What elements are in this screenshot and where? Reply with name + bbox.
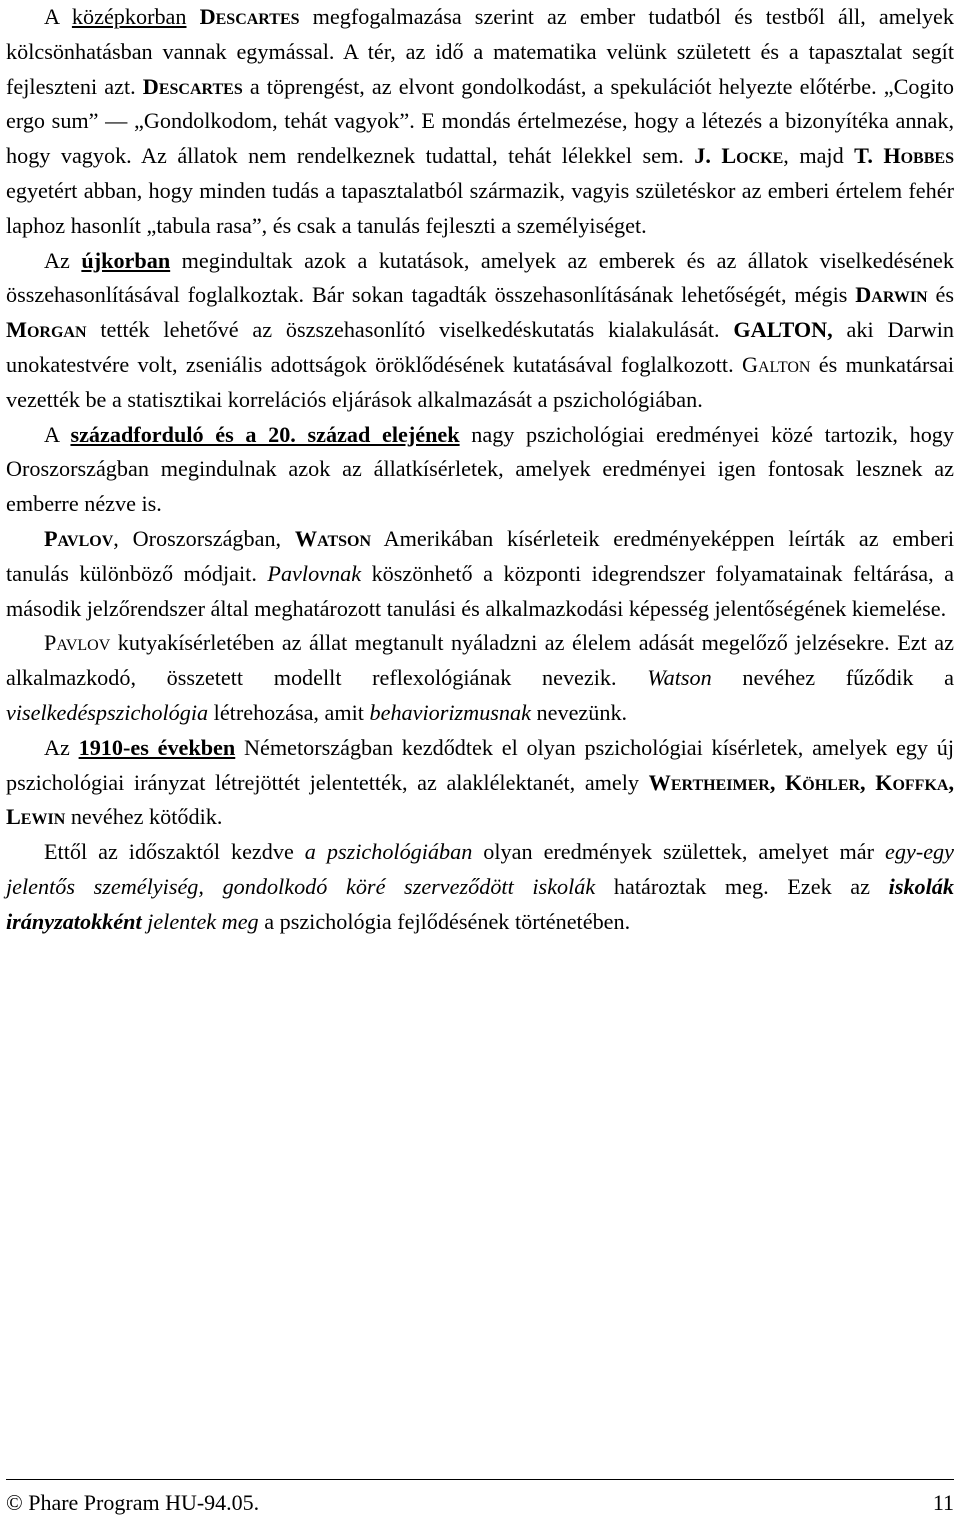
paragraph-pavlov-watson	[6, 522, 954, 626]
text: , Oroszországban,	[113, 525, 295, 551]
name-morgan: Morgan	[6, 317, 87, 343]
names-gestalt: Wertheimer, Köhler, Koffka, Lewin	[6, 769, 954, 830]
name-pavlov: Pavlov	[44, 525, 114, 551]
paragraph-iskolak	[6, 835, 954, 939]
text: a töprengést, az elvont gondolkodást, a spekulációt helyezte előtérbe. „Cogito ergo sum” — „Gondolkodom, tehát vagyok”. E mondás értelmezése, hogy a létezés a bizonyítéka annak, hogy vagyok. Az állatok nem rendelkeznek tudattal, tehát lélekkel sem.	[6, 73, 954, 169]
text: létrehozása, amit	[208, 699, 370, 725]
text: Németországban kezdődtek el olyan pszichológiai kísérletek, amelyek egy új pszichológiai irányzat létrejöttét jelentették, az alaklélektanét, amely	[6, 734, 954, 795]
text: nevezünk.	[530, 699, 628, 725]
emphasis: egy-egy jelentős személyiség, gondolkodó köré szerveződött iskolák	[6, 839, 954, 899]
text	[187, 4, 200, 29]
name-locke: J. Locke	[694, 143, 784, 169]
emphasis-bold: iskolák irányzatokként	[6, 873, 954, 934]
text: Az	[44, 247, 82, 273]
emphasis: jelentek meg	[147, 908, 259, 934]
name-watson: Watson	[294, 525, 372, 551]
text: egyetért abban, hogy minden tudás a tapasztalatból származik, vagyis születéskor az emberi értelem fehér laphoz hasonlít „tabula rasa”, és csak a tanulás fejleszti a személyiséget.	[6, 177, 954, 238]
name-darwin: Darwin	[855, 282, 928, 308]
document-body	[6, 0, 954, 940]
footer-copyright: © Phare Program HU-94.05.	[6, 1490, 260, 1515]
term-behaviorizmus: behaviorizmusnak	[369, 699, 531, 725]
paragraph-szazadfordulo	[6, 418, 954, 522]
text: Az	[44, 734, 79, 760]
era-heading-1910: 1910-es években	[78, 734, 236, 760]
term-viselkedespszichologia: viselkedéspszichológia	[6, 699, 209, 725]
text: és munkatársai vezették be a statisztikai korrelációs eljárások alkalmazását a pszichológiában.	[6, 351, 955, 412]
paragraph-descartes	[6, 0, 954, 244]
era-heading-kozepkor: középkorban	[71, 4, 187, 29]
name-descartes: Descartes	[142, 73, 243, 99]
text: A	[44, 421, 71, 447]
text: Amerikában kísérleteik eredményeképpen leírták az emberi tanulás különböző módjait.	[6, 525, 954, 586]
paragraph-1910	[6, 731, 954, 835]
name-pavlovnak: Pavlovnak	[267, 560, 362, 586]
text: nevéhez fűződik a	[711, 665, 954, 691]
text: köszönhető a központi idegrendszer folyamatainak feltárása, a második jelzőrendszer által meghatározott tanulási és alkalmazkodási képesség jelentőségének kiemelése.	[6, 560, 954, 621]
text: aki Darwin unokatestvére volt, zseniális adottságok öröklődésének kutatásával foglalkozott.	[6, 317, 954, 377]
text: Ettől az időszaktól kezdve	[44, 839, 305, 865]
text: és	[927, 282, 954, 308]
text: olyan eredmények születtek, amelyet már	[472, 839, 886, 865]
name-galton: Galton	[741, 351, 811, 377]
era-heading-szazadfordulo: századforduló és a 20. század elejének	[70, 421, 460, 447]
text: megfogalmazása szerint az ember tudatból és testből áll, amelyek kölcsönhatásban vannak egymással. A tér, az idő a matematika velünk született és a tapasztalat segít fejleszteni azt.	[6, 4, 955, 99]
name-watson: Watson	[647, 665, 712, 691]
paragraph-ujkor	[6, 244, 954, 418]
page-number: 11	[932, 1490, 954, 1515]
paragraph-pavlov-experiment	[6, 626, 954, 730]
name-pavlov: Pavlov	[44, 630, 111, 656]
text: A	[44, 4, 72, 29]
text: tették lehetővé az öszszehasonlító viselkedéskutatás kialakulását.	[86, 317, 734, 343]
era-heading-ujkor: újkorban	[81, 247, 171, 273]
name-galton: GALTON,	[733, 317, 833, 343]
text: a pszichológia fejlődésének történetében.	[258, 908, 631, 934]
text: nagy pszichológiai eredményei közé tartozik, hogy Oroszországban megindulnak azok az állatkísérletek, amelyek eredményei igen fontosak lesznek az emberre nézve is.	[6, 421, 954, 517]
emphasis: a pszichológiában	[304, 839, 473, 865]
name-hobbes: T. Hobbes	[854, 143, 954, 169]
text: , majd	[783, 143, 855, 169]
page-footer	[6, 1479, 954, 1518]
text: megindultak azok a kutatások, amelyek az emberek és az állatok viselkedésének összehasonlításával foglalkoztak. Bár sokan tagadták összehasonlításának lehetőségét, mégis	[6, 247, 954, 308]
text: határoztak meg. Ezek az	[595, 873, 889, 899]
text: nevéhez kötődik.	[65, 804, 223, 830]
text: kutyakísérletében az állat megtanult nyáladzni az élelem adását megelőző jelzésekre. Ezt az alkalmazkodó, összetett modellt reflexológiának nevezik.	[6, 630, 954, 691]
name-descartes: Descartes	[199, 4, 300, 29]
